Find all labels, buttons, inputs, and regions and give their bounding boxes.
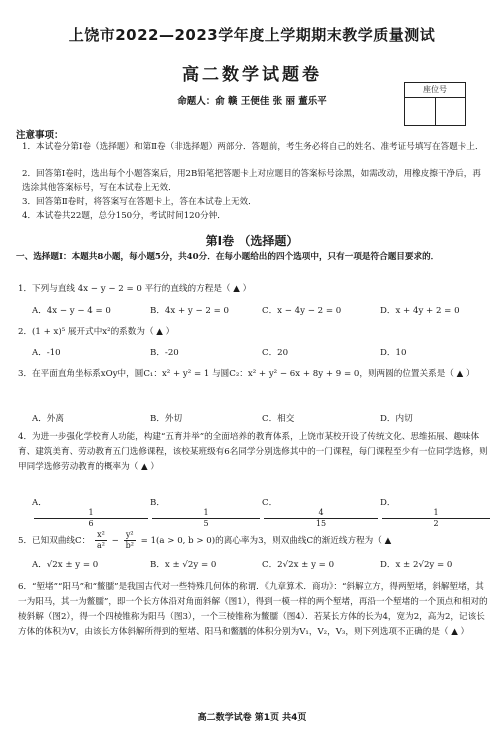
option-fraction [152,508,260,529]
option-c: C．相交 [262,414,295,424]
seat-cell [436,98,466,125]
note-item: 3．回答第Ⅱ卷时，将答案写在答题卡上，答在本试卷上无效． [22,197,257,207]
option-b: B．-20 [150,348,179,358]
option-fraction [264,508,378,529]
question-5-stem [18,530,492,551]
numerator: 1 [34,508,148,519]
stem-prefix: 5．已知双曲线C： [18,536,91,546]
option-a: A．√2x ± y = 0 [32,560,99,570]
option-c [262,496,380,529]
fraction-y [124,530,136,551]
option-c: C．20 [262,348,289,358]
stem-suffix: = 1(a > 0, b > 0)的离心率为3，则双曲线C的渐近线方程为（ ▲ [140,536,392,546]
option-letter: B． [150,498,165,508]
option-c: C．2√2x ± y = 0 [262,560,335,570]
option-a: A．外离 [32,414,64,424]
option-d: D．10 [380,348,407,358]
denominator: b² [125,541,134,550]
option-letter: D． [380,498,396,508]
option-a: A．4x − y − 4 = 0 [32,306,111,316]
question-5-options [32,558,492,570]
option-fraction [34,508,148,529]
exam-subtitle: 高二数学试题卷 [182,65,322,85]
exam-title: 上饶市2022—2023学年度上学期期末教学质量测试 [68,26,436,44]
option-b: B．4x + y − 2 = 0 [150,306,230,316]
option-a [32,496,150,529]
seat-cell [405,98,436,125]
section1-instructions: 一、选择题Ⅰ：本题共8小题，每小题5分，共40分．在每小题给出的四个选项中，只有一项是符合题目要求的． [16,252,440,262]
note-item: 1．本试卷分第Ⅰ卷（选择题）和第Ⅱ卷（非选择题）两部分．答题前，考生务必将自己的姓名、准考证号填写在答题卡上． [22,142,484,152]
question-4-options [32,496,492,529]
question-1-options [32,304,492,316]
seat-number-label: 座位号 [405,83,465,98]
denominator: 15 [315,519,327,528]
numerator: 1 [382,508,490,519]
numerator: 1 [152,508,260,519]
question-2-options [32,346,492,358]
notes-heading: 注意事项： [16,130,64,141]
note-item: 2．回答第Ⅰ卷时，选出每个小题答案后，用2B铅笔把答题卡上对应题目的答案标号涂黑，如需改动，用橡皮擦干净后，再选涂其他答案标号，写在本试卷上无效． [22,169,481,193]
option-d [380,496,492,529]
exam-authors: 命题人：俞 赣 王便佳 张 丽 董乐平 [177,96,327,107]
denominator: 2 [433,519,439,528]
option-letter: A． [32,498,47,508]
page-footer: 高二数学试卷 第1页 共4页 [197,713,307,723]
numerator: y² [124,530,136,541]
numerator: x² [95,530,107,541]
question-3-options [32,412,492,424]
question-3-stem: 3．在平面直角坐标系xOy中，圆C₁：x² + y² = 1 与圆C₂：x² + y² − 6x + 8y + 9 = 0，则两圆的位置关系是（ ▲ ） [18,369,475,379]
option-b: B．x ± √2y = 0 [150,560,217,570]
denominator: a² [96,541,105,550]
question-2-stem: 2．(1 + x)⁵ 展开式中x²的系数为（ ▲ ） [18,327,175,337]
fraction-x [95,530,107,551]
option-d: D．x ± 2√2y = 0 [380,560,453,570]
option-c: C．x − 4y − 2 = 0 [262,306,342,316]
option-letter: C． [262,498,278,508]
note-item: 4．本试卷共22题，总分150分，考试时间120分钟． [22,211,226,221]
numerator: 4 [264,508,378,519]
option-a: A．-10 [32,348,61,358]
denominator: 6 [88,519,94,528]
minus-sign: − [111,536,119,546]
option-b: B．外切 [150,414,183,424]
question-1-stem: 1．下列与直线 4x − y − 2 = 0 平行的直线的方程是（ ▲ ） [18,284,252,294]
denominator: 5 [203,519,209,528]
option-d: D．内切 [380,414,413,424]
option-d: D．x + 4y + 2 = 0 [380,306,460,316]
option-fraction [382,508,490,529]
question-4-stem: 4．为进一步强化学校育人功能，构建“五育并举”的全面培养的教育体系，上饶市某校开设了传统文化、思维拓展、趣味体育、建筑美育、劳动教育五门选修课程，该校某班级有6名同学分别选修其中的一门课程，每门课程至少有一位同学选修，则甲同学选修劳动教育的概率为（ ▲ ） [18,432,488,472]
question-6-stem: 6．“堑堵”“阳马”和“鳖臑”是我国古代对一些特殊几何体的称谓．《九章算术．商功》：“斜解立方，得两堑堵，斜解堑堵，其一为阳马，其一为鳖臑”，即一个长方体沿对角面斜解（图1），得到一模一样的两个堑堵，再沿一个堑堵的一个顶点和相对的棱斜解（图2），得一个四棱锥称为阳马（图3），一个三棱锥称为鳖臑（图4）．若某长方体的长为4，宽为2，高为2，记该长方体的体积为V，由该长方体斜解所得到的堑堵、阳马和鳖臑的体积分别为V₁，V₂，V₃，则下列选项不正确的是（ ▲ ） [18,582,488,637]
option-b [150,496,262,529]
part1-title: 第Ⅰ卷 （选择题） [205,234,299,248]
seat-number-box [404,82,466,126]
